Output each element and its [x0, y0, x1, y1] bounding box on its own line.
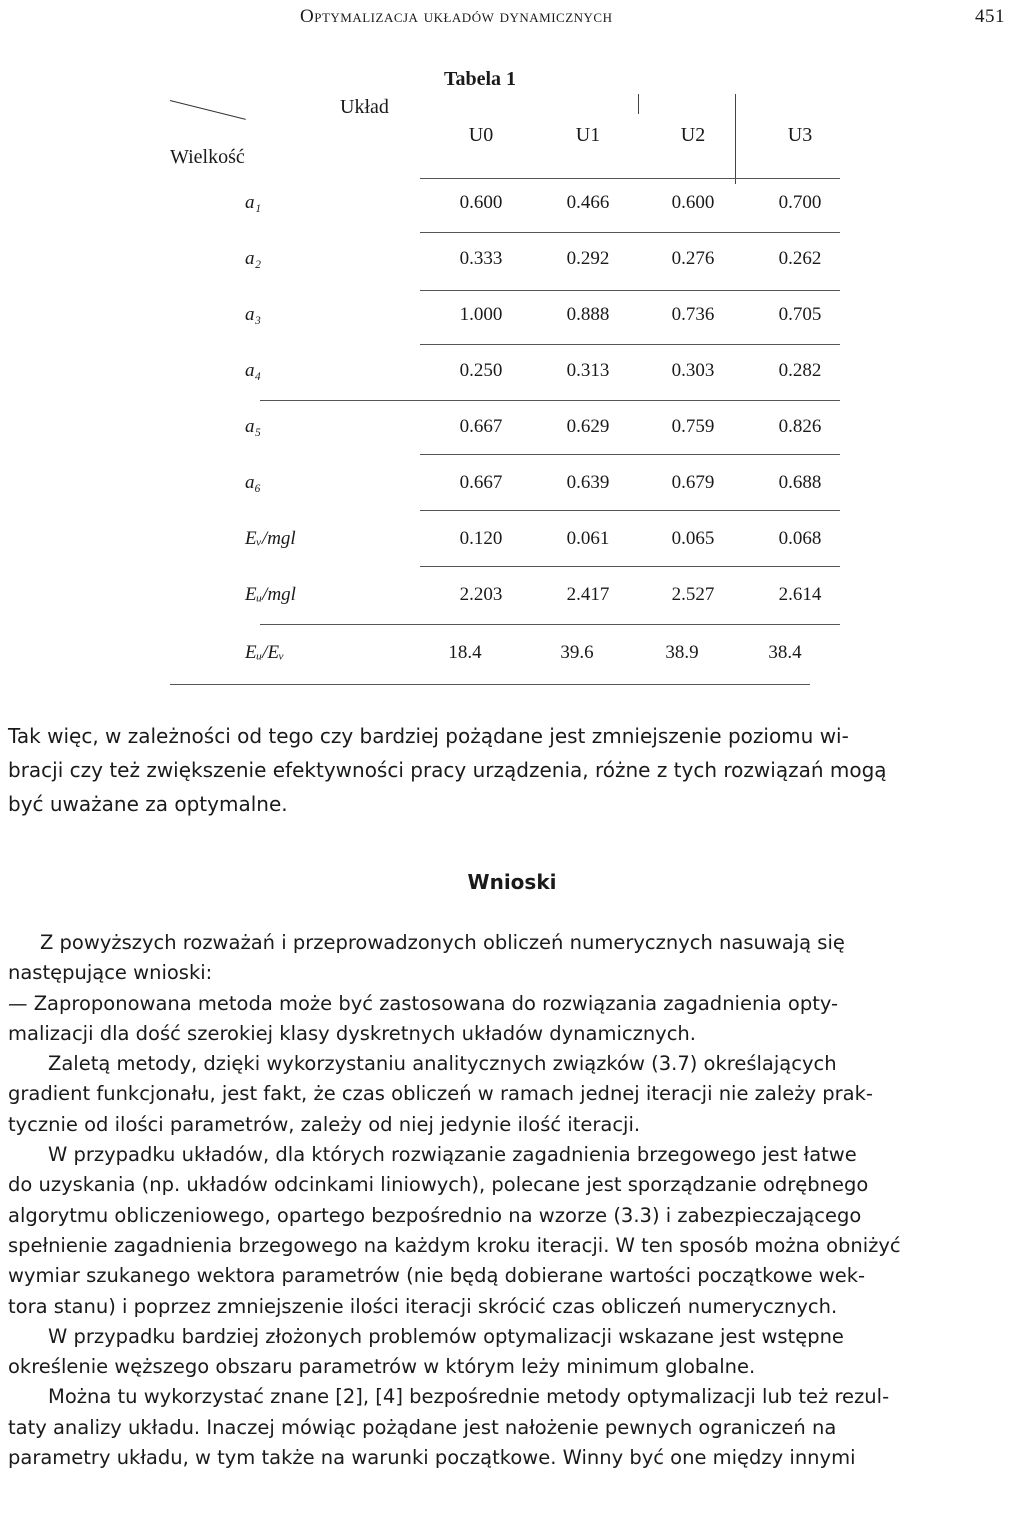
text-line: do uzyskania (np. układów odcinkami liniowych), polecane jest sporządzanie odrębnego: [8, 1173, 869, 1197]
text-line: określenie węższego obszaru parametrów w którym leży minimum globalne.: [8, 1355, 756, 1379]
column-divider: [638, 94, 639, 114]
text-line: spełnienie zagadnienia brzegowego na każdym kroku iteracji. W ten sposób można obniżyć: [8, 1233, 901, 1257]
conclusions-body: [8, 928, 1016, 1473]
text-line: algorytmu obliczeniowego, opartego bezpośrednio na wzorze (3.3) i zabezpieczającego: [8, 1203, 862, 1227]
column-header: U0: [468, 124, 494, 146]
table-cell: 2.203: [459, 584, 503, 605]
text-line: tycznie od ilości parametrów, zależy od niej jedynie ilość iteracji.: [8, 1112, 641, 1136]
table-bottom-rule: [170, 684, 810, 685]
row-divider: [420, 232, 840, 233]
table-cell: 0.705: [778, 304, 822, 325]
table-cell: 2.614: [778, 584, 822, 605]
table-cell: 0.700: [778, 192, 822, 213]
running-header: [300, 6, 1005, 36]
column-header: U1: [575, 124, 601, 146]
table-cell: 38.9: [665, 642, 699, 663]
text-line: bracji czy też zwiększenie efektywności pracy urządzenia, różne z tych rozwiązań mogą: [8, 758, 887, 782]
row-divider: [420, 290, 840, 291]
row-label: Eᵤ/mgl: [245, 584, 296, 605]
table-cell: 0.639: [566, 472, 610, 493]
table-cell: 0.282: [778, 360, 822, 381]
table-cell: 0.313: [566, 360, 610, 381]
text-line: gradient funkcjonału, jest fakt, że czas obliczeń w ramach jednej iteracji nie zależy prak-: [8, 1082, 873, 1106]
text-line: tora stanu) i poprzez zmniejszenie ilości iteracji skrócić czas obliczeń numerycznych.: [8, 1294, 838, 1318]
table-cell: 0.262: [778, 248, 822, 269]
corner-label-quantity: Wielkość: [170, 146, 245, 168]
text-line: Można tu wykorzystać znane [2], [4] bezpośrednie metody optymalizacji lub też rezul-: [48, 1385, 890, 1409]
table-cell: 0.600: [459, 192, 503, 213]
row-divider: [260, 400, 840, 401]
table-cell: 0.276: [671, 248, 715, 269]
table-cell: 0.888: [566, 304, 610, 325]
table-cell: 0.759: [671, 416, 715, 437]
text-line: parametry układu, w tym także na warunki początkowe. Winny być one między innymi: [8, 1446, 856, 1470]
table-cell: 39.6: [560, 642, 594, 663]
row-label: a₂: [245, 248, 262, 269]
row-label: a₁: [245, 192, 262, 213]
table-caption: Tabela 1: [443, 68, 517, 90]
page-number: 451: [975, 6, 1005, 27]
row-divider: [420, 566, 840, 567]
table-cell: 0.333: [459, 248, 503, 269]
table-cell: 0.736: [671, 304, 715, 325]
row-label: Eᵥ/mgl: [245, 528, 296, 549]
text-line: taty analizy układu. Inaczej mówiąc pożądane jest nałożenie pewnych ograniczeń na: [8, 1415, 837, 1439]
row-label: a₃: [245, 304, 262, 325]
text-line: W przypadku układów, dla których rozwiązanie zagadnienia brzegowego jest łatwe: [48, 1143, 857, 1167]
table-cell: 0.120: [459, 528, 503, 549]
table-cell: 0.679: [671, 472, 715, 493]
row-divider: [420, 178, 840, 179]
table-cell: 0.667: [459, 472, 503, 493]
table-cell: 38.4: [768, 642, 802, 663]
corner-label-system: Układ: [340, 96, 389, 118]
table-cell: 0.303: [671, 360, 715, 381]
row-divider: [260, 624, 840, 625]
text-line: Zaletą metody, dzięki wykorzystaniu analitycznych związków (3.7) określających: [48, 1052, 837, 1076]
text-line: W przypadku bardziej złożonych problemów optymalizacji wskazane jest wstępne: [48, 1324, 844, 1348]
text-line: następujące wnioski:: [8, 961, 213, 985]
row-divider: [420, 510, 840, 511]
table-cell: 0.292: [566, 248, 610, 269]
row-divider: [420, 344, 840, 345]
row-label: Eᵤ/Eᵥ: [245, 642, 285, 663]
corner-diagonal: [170, 100, 246, 120]
table-cell: 1.000: [459, 304, 503, 325]
table-cell: 0.600: [671, 192, 715, 213]
intro-paragraph: [8, 719, 1014, 821]
table-cell: 0.826: [778, 416, 822, 437]
table-cell: 2.527: [671, 584, 715, 605]
column-header: U3: [787, 124, 813, 146]
running-title: Optymalizacja układów dynamicznych: [300, 6, 613, 27]
row-label: a₄: [245, 360, 262, 381]
table-cell: 0.065: [671, 528, 715, 549]
text-line: Z powyższych rozważań i przeprowadzonych obliczeń numerycznych nasuwają się: [40, 931, 845, 954]
row-divider: [420, 454, 840, 455]
text-line: wymiar szukanego wektora parametrów (nie będą dobierane wartości początkowe wek-: [8, 1264, 866, 1288]
table-cell: 0.466: [566, 192, 610, 213]
table-cell: 0.061: [566, 528, 610, 549]
table-cell: 0.250: [459, 360, 503, 381]
text-line: Tak więc, w zależności od tego czy bardziej pożądane jest zmniejszenie poziomu wi-: [8, 724, 849, 748]
section-title: Wnioski: [467, 870, 557, 894]
row-label: a₅: [245, 416, 262, 437]
table-cell: 2.417: [566, 584, 610, 605]
table-cell: 0.629: [566, 416, 610, 437]
text-line: — Zaproponowana metoda może być zastosowana do rozwiązania zagadnienia opty-: [8, 991, 839, 1015]
column-header: U2: [680, 124, 706, 146]
row-label: a₆: [245, 472, 262, 493]
table-cell: 0.688: [778, 472, 822, 493]
table-cell: 18.4: [448, 642, 482, 663]
text-line: malizacji dla dość szerokiej klasy dyskretnych układów dynamicznych.: [8, 1021, 696, 1045]
text-line: być uważane za optymalne.: [8, 792, 288, 816]
column-divider: [735, 94, 736, 184]
table-cell: 0.068: [778, 528, 822, 549]
table-cell: 0.667: [459, 416, 503, 437]
